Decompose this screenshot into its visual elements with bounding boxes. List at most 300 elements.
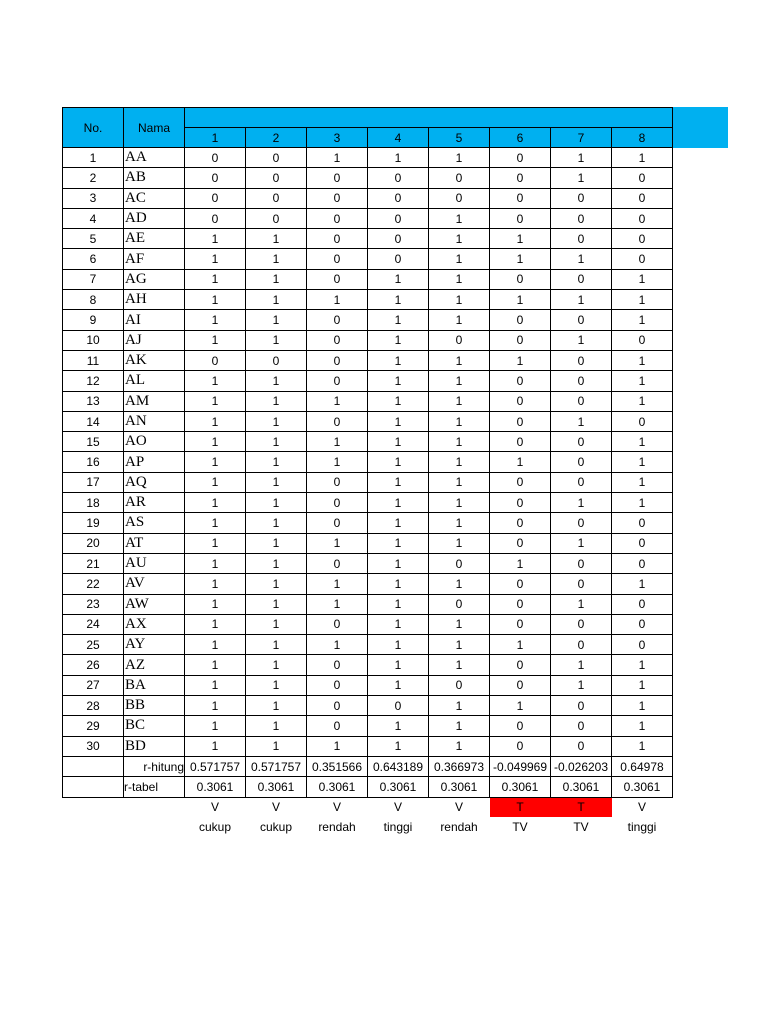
table-row <box>63 371 673 391</box>
score-cell: 0 <box>185 188 246 208</box>
score-cell: 1 <box>246 411 307 431</box>
row-number: 18 <box>63 493 124 513</box>
row-name: AE <box>124 229 185 249</box>
score-cell: 0 <box>551 432 612 452</box>
header-question-group <box>185 108 673 128</box>
score-cell: 0 <box>490 574 551 594</box>
row-name: BC <box>124 716 185 736</box>
score-cell: 0 <box>246 208 307 228</box>
score-cell: 0 <box>490 269 551 289</box>
score-cell: 1 <box>368 655 429 675</box>
score-cell: 1 <box>368 533 429 553</box>
score-cell: 1 <box>246 574 307 594</box>
score-cell: 0 <box>307 188 368 208</box>
score-cell: 1 <box>368 574 429 594</box>
score-cell: 0 <box>612 208 673 228</box>
score-cell: 1 <box>307 594 368 614</box>
score-cell: 0 <box>551 553 612 573</box>
score-cell: 1 <box>429 635 490 655</box>
score-cell: 1 <box>429 310 490 330</box>
score-cell: 1 <box>612 350 673 370</box>
r-hitung-row-value: 0.64978 <box>612 756 673 776</box>
score-cell: 0 <box>612 411 673 431</box>
score-cell: 1 <box>368 452 429 472</box>
row-number: 6 <box>63 249 124 269</box>
score-cell: 0 <box>551 371 612 391</box>
score-cell: 1 <box>185 696 246 716</box>
score-cell: 0 <box>368 229 429 249</box>
score-cell: 1 <box>368 148 429 168</box>
score-cell: 0 <box>612 330 673 350</box>
table-row <box>63 533 673 553</box>
score-cell: 0 <box>490 614 551 634</box>
score-cell: 0 <box>551 513 612 533</box>
score-cell: 1 <box>612 696 673 716</box>
score-cell: 1 <box>307 148 368 168</box>
score-cell: 1 <box>490 350 551 370</box>
score-cell: 1 <box>429 513 490 533</box>
score-cell: 1 <box>185 452 246 472</box>
row-name: AA <box>124 148 185 168</box>
row-name: BB <box>124 696 185 716</box>
row-name: AF <box>124 249 185 269</box>
score-cell: 1 <box>246 472 307 492</box>
score-cell: 1 <box>368 635 429 655</box>
score-cell: 0 <box>368 208 429 228</box>
row-name: AT <box>124 533 185 553</box>
row-number: 25 <box>63 635 124 655</box>
r-hitung-row-value: 0.351566 <box>307 756 368 776</box>
row-number: 2 <box>63 168 124 188</box>
score-cell: 0 <box>307 655 368 675</box>
score-cell: 1 <box>307 432 368 452</box>
r-tabel-row-value: 0.3061 <box>368 777 429 797</box>
table-row <box>63 411 673 431</box>
score-cell: 1 <box>246 655 307 675</box>
score-cell: 1 <box>490 290 551 310</box>
score-cell: 1 <box>185 635 246 655</box>
header-fill-extension <box>668 107 728 148</box>
score-cell: 0 <box>612 533 673 553</box>
score-cell: 0 <box>490 168 551 188</box>
score-cell: 1 <box>551 533 612 553</box>
score-cell: 1 <box>246 533 307 553</box>
score-cell: 1 <box>368 736 429 756</box>
score-cell: 0 <box>551 472 612 492</box>
score-cell: 1 <box>368 614 429 634</box>
score-cell: 0 <box>551 614 612 634</box>
score-cell: 1 <box>246 330 307 350</box>
row-name: AS <box>124 513 185 533</box>
score-cell: 1 <box>429 269 490 289</box>
score-cell: 1 <box>185 675 246 695</box>
score-cell: 1 <box>307 533 368 553</box>
score-cell: 1 <box>246 452 307 472</box>
header-question-1: 1 <box>185 128 246 148</box>
score-cell: 0 <box>429 553 490 573</box>
score-cell: 0 <box>429 594 490 614</box>
row-name: BA <box>124 675 185 695</box>
score-cell: 0 <box>551 716 612 736</box>
score-cell: 0 <box>612 553 673 573</box>
table-row <box>63 574 673 594</box>
score-cell: 1 <box>185 736 246 756</box>
score-cell: 1 <box>307 574 368 594</box>
score-cell: 1 <box>368 493 429 513</box>
score-cell: 1 <box>612 655 673 675</box>
row-name: AJ <box>124 330 185 350</box>
score-cell: 0 <box>307 229 368 249</box>
row-name: AX <box>124 614 185 634</box>
score-cell: 0 <box>490 432 551 452</box>
score-cell: 1 <box>185 371 246 391</box>
r-tabel-row-value: 0.3061 <box>429 777 490 797</box>
score-cell: 1 <box>612 716 673 736</box>
score-cell: 1 <box>429 655 490 675</box>
score-cell: 1 <box>246 513 307 533</box>
row-name: AH <box>124 290 185 310</box>
score-cell: 0 <box>612 168 673 188</box>
score-cell: 1 <box>612 432 673 452</box>
score-cell: 0 <box>490 736 551 756</box>
score-cell: 0 <box>551 188 612 208</box>
score-cell: 1 <box>429 391 490 411</box>
score-cell: 1 <box>490 452 551 472</box>
score-cell: 1 <box>246 432 307 452</box>
row-number: 23 <box>63 594 124 614</box>
score-cell: 0 <box>429 675 490 695</box>
row-name: AC <box>124 188 185 208</box>
score-cell: 1 <box>551 675 612 695</box>
score-cell: 0 <box>490 188 551 208</box>
score-cell: 0 <box>246 350 307 370</box>
validity-row-value: V <box>637 800 646 815</box>
score-cell: 0 <box>307 168 368 188</box>
score-cell: 0 <box>429 330 490 350</box>
category-row-value: tinggi <box>627 820 657 835</box>
score-cell: 1 <box>551 493 612 513</box>
score-cell: 1 <box>368 269 429 289</box>
r-hitung-row-value: -0.049969 <box>490 756 551 776</box>
score-cell: 0 <box>551 696 612 716</box>
score-cell: 1 <box>185 553 246 573</box>
score-cell: 0 <box>612 249 673 269</box>
validity-row-value: V <box>210 800 219 815</box>
score-cell: 0 <box>551 635 612 655</box>
table-row <box>63 655 673 675</box>
table-row <box>63 493 673 513</box>
r-hitung-row-value: 0.366973 <box>429 756 490 776</box>
table-row <box>63 513 673 533</box>
row-number: 5 <box>63 229 124 249</box>
score-cell: 1 <box>246 229 307 249</box>
category-row-value: cukup <box>198 820 232 835</box>
score-cell: 1 <box>307 452 368 472</box>
score-cell: 1 <box>429 736 490 756</box>
score-cell: 1 <box>490 229 551 249</box>
row-number: 21 <box>63 553 124 573</box>
table-row <box>63 208 673 228</box>
row-number: 19 <box>63 513 124 533</box>
validity-sheet <box>62 107 673 838</box>
blank-cell <box>63 777 124 797</box>
score-cell: 1 <box>246 716 307 736</box>
score-cell: 0 <box>368 696 429 716</box>
score-cell: 1 <box>551 148 612 168</box>
score-cell: 0 <box>490 655 551 675</box>
score-cell: 1 <box>368 553 429 573</box>
score-cell: 1 <box>490 635 551 655</box>
score-cell: 1 <box>429 574 490 594</box>
row-number: 26 <box>63 655 124 675</box>
score-cell: 1 <box>612 472 673 492</box>
score-cell: 1 <box>551 411 612 431</box>
score-cell: 1 <box>185 330 246 350</box>
r-tabel-row-value: 0.3061 <box>307 777 368 797</box>
score-cell: 1 <box>429 452 490 472</box>
r-hitung-row-value: 0.571757 <box>185 756 246 776</box>
header-nama: Nama <box>124 108 185 148</box>
row-name: AL <box>124 371 185 391</box>
score-cell: 1 <box>307 736 368 756</box>
score-cell: 0 <box>307 411 368 431</box>
score-cell: 1 <box>429 716 490 736</box>
score-cell: 1 <box>185 533 246 553</box>
score-cell: 1 <box>551 290 612 310</box>
table-row <box>63 635 673 655</box>
score-cell: 1 <box>368 432 429 452</box>
score-cell: 0 <box>490 513 551 533</box>
score-cell: 1 <box>429 696 490 716</box>
score-cell: 1 <box>246 310 307 330</box>
row-number: 29 <box>63 716 124 736</box>
score-cell: 1 <box>185 513 246 533</box>
table-row <box>63 553 673 573</box>
score-cell: 1 <box>307 391 368 411</box>
score-cell: 1 <box>429 371 490 391</box>
score-cell: 0 <box>246 148 307 168</box>
r-hitung-row <box>63 756 673 776</box>
table-row <box>63 452 673 472</box>
r-hitung-row-value: 0.571757 <box>246 756 307 776</box>
row-name: AO <box>124 432 185 452</box>
score-cell: 0 <box>307 675 368 695</box>
category-row-value: cukup <box>259 820 293 835</box>
score-cell: 1 <box>185 290 246 310</box>
score-cell: 1 <box>612 736 673 756</box>
header-question-2: 2 <box>246 128 307 148</box>
score-cell: 1 <box>429 290 490 310</box>
score-cell: 1 <box>246 614 307 634</box>
score-cell: 1 <box>246 249 307 269</box>
r-tabel-row-value: 0.3061 <box>246 777 307 797</box>
score-cell: 1 <box>185 472 246 492</box>
row-number: 22 <box>63 574 124 594</box>
score-cell: 1 <box>368 391 429 411</box>
blank-cell <box>124 817 185 837</box>
score-cell: 1 <box>612 493 673 513</box>
score-cell: 0 <box>612 614 673 634</box>
score-cell: 1 <box>612 371 673 391</box>
row-name: AK <box>124 350 185 370</box>
validity-row-value: V <box>332 800 341 815</box>
score-cell: 0 <box>307 493 368 513</box>
row-number: 30 <box>63 736 124 756</box>
score-cell: 1 <box>185 391 246 411</box>
table-row <box>63 310 673 330</box>
score-cell: 1 <box>246 553 307 573</box>
r-tabel-row-value: 0.3061 <box>551 777 612 797</box>
score-cell: 1 <box>429 493 490 513</box>
score-cell: 1 <box>368 310 429 330</box>
row-name: AP <box>124 452 185 472</box>
row-name: AW <box>124 594 185 614</box>
score-cell: 0 <box>246 188 307 208</box>
score-cell: 1 <box>368 350 429 370</box>
score-cell: 0 <box>490 675 551 695</box>
header-no: No. <box>63 108 124 148</box>
row-number: 16 <box>63 452 124 472</box>
score-cell: 1 <box>551 594 612 614</box>
score-cell: 1 <box>185 655 246 675</box>
row-number: 9 <box>63 310 124 330</box>
score-cell: 1 <box>185 614 246 634</box>
validity-row-value: T <box>490 797 551 817</box>
score-cell: 0 <box>490 208 551 228</box>
score-cell: 0 <box>612 229 673 249</box>
blank-cell <box>63 797 124 817</box>
score-cell: 1 <box>246 371 307 391</box>
table-row <box>63 168 673 188</box>
row-number: 7 <box>63 269 124 289</box>
row-name: AV <box>124 574 185 594</box>
table-row <box>63 148 673 168</box>
row-number: 20 <box>63 533 124 553</box>
score-cell: 1 <box>246 290 307 310</box>
score-cell: 0 <box>490 472 551 492</box>
header-question-4: 4 <box>368 128 429 148</box>
score-cell: 1 <box>368 330 429 350</box>
score-cell: 1 <box>185 411 246 431</box>
table-row <box>63 696 673 716</box>
score-cell: 0 <box>185 168 246 188</box>
score-cell: 1 <box>368 371 429 391</box>
category-row-value: TV <box>512 820 528 835</box>
score-cell: 0 <box>490 330 551 350</box>
row-number: 17 <box>63 472 124 492</box>
r-hitung-row-label: r-hitung <box>124 756 185 776</box>
score-cell: 1 <box>429 472 490 492</box>
row-number: 1 <box>63 148 124 168</box>
score-cell: 0 <box>429 188 490 208</box>
row-number: 14 <box>63 411 124 431</box>
row-name: AZ <box>124 655 185 675</box>
table-row <box>63 391 673 411</box>
row-name: AD <box>124 208 185 228</box>
score-cell: 0 <box>307 371 368 391</box>
header-question-7: 7 <box>551 128 612 148</box>
row-name: AN <box>124 411 185 431</box>
score-cell: 1 <box>185 493 246 513</box>
score-cell: 0 <box>551 350 612 370</box>
score-cell: 0 <box>307 330 368 350</box>
row-name: AQ <box>124 472 185 492</box>
validity-row-value: V <box>454 800 463 815</box>
score-cell: 0 <box>551 736 612 756</box>
score-cell: 0 <box>490 391 551 411</box>
header-question-6: 6 <box>490 128 551 148</box>
table-row <box>63 675 673 695</box>
score-cell: 1 <box>368 513 429 533</box>
row-number: 12 <box>63 371 124 391</box>
score-cell: 0 <box>368 168 429 188</box>
score-cell: 0 <box>612 188 673 208</box>
score-cell: 1 <box>429 350 490 370</box>
row-number: 24 <box>63 614 124 634</box>
score-cell: 1 <box>185 574 246 594</box>
score-cell: 0 <box>551 574 612 594</box>
score-cell: 0 <box>551 229 612 249</box>
validity-row-value: V <box>271 800 280 815</box>
score-cell: 1 <box>368 675 429 695</box>
r-tabel-row-label: r-tabel <box>124 777 185 797</box>
score-cell: 1 <box>612 452 673 472</box>
score-cell: 1 <box>551 249 612 269</box>
score-cell: 1 <box>429 533 490 553</box>
data-table <box>62 107 673 838</box>
score-cell: 1 <box>551 330 612 350</box>
row-number: 4 <box>63 208 124 228</box>
score-cell: 1 <box>490 249 551 269</box>
row-number: 8 <box>63 290 124 310</box>
score-cell: 1 <box>185 716 246 736</box>
table-row <box>63 736 673 756</box>
score-cell: 0 <box>551 310 612 330</box>
score-cell: 1 <box>246 675 307 695</box>
table-row <box>63 229 673 249</box>
score-cell: 0 <box>307 310 368 330</box>
score-cell: 0 <box>307 513 368 533</box>
score-cell: 1 <box>429 148 490 168</box>
blank-cell <box>124 797 185 817</box>
score-cell: 0 <box>490 148 551 168</box>
score-cell: 1 <box>246 635 307 655</box>
score-cell: 1 <box>612 310 673 330</box>
table-row <box>63 716 673 736</box>
score-cell: 0 <box>612 513 673 533</box>
row-name: AB <box>124 168 185 188</box>
score-cell: 1 <box>368 290 429 310</box>
category-row <box>63 817 673 837</box>
table-row <box>63 350 673 370</box>
table-row <box>63 432 673 452</box>
score-cell: 1 <box>368 411 429 431</box>
score-cell: 1 <box>246 269 307 289</box>
score-cell: 1 <box>185 310 246 330</box>
score-cell: 0 <box>490 310 551 330</box>
row-number: 28 <box>63 696 124 716</box>
score-cell: 1 <box>429 614 490 634</box>
header-question-5: 5 <box>429 128 490 148</box>
header-question-3: 3 <box>307 128 368 148</box>
table-row <box>63 269 673 289</box>
table-row <box>63 188 673 208</box>
score-cell: 0 <box>307 696 368 716</box>
r-tabel-row-value: 0.3061 <box>612 777 673 797</box>
score-cell: 1 <box>612 675 673 695</box>
r-tabel-row-value: 0.3061 <box>490 777 551 797</box>
score-cell: 1 <box>612 269 673 289</box>
